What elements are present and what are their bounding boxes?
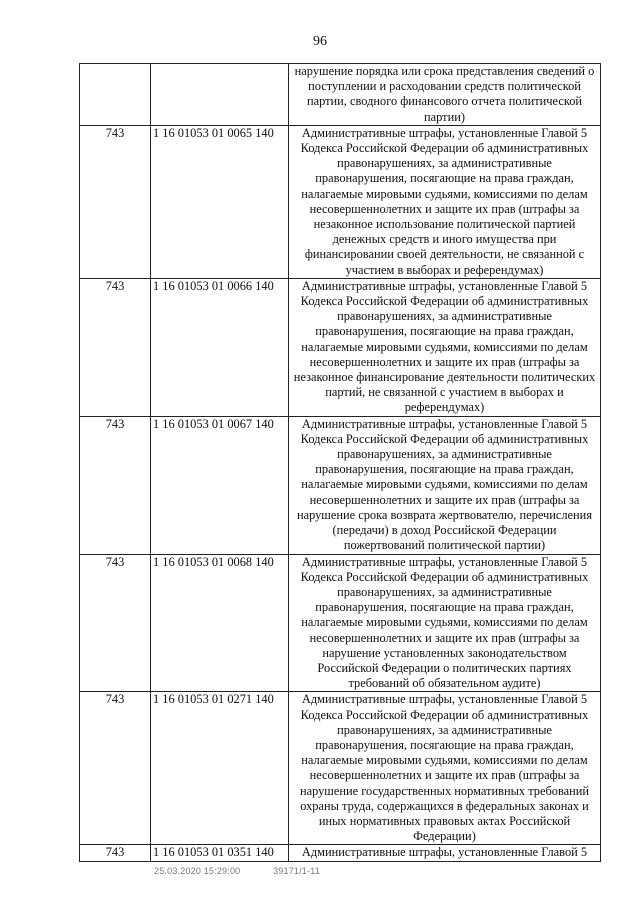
admin-code-cell: 743: [80, 845, 151, 861]
table-row: [80, 125, 601, 278]
document-footer: [154, 866, 350, 876]
description-cell: Административные штрафы, установленные Главой 5 Кодекса Российской Федерации об административных правонарушениях, за административные правонарушения, посягающие на права граждан, налагаемые мировыми судьями, комиссиями по делам несовершеннолетних и защите их прав (штрафы за нарушение установленных законодательством Российской Федерации о политических партиях требований об обязательном аудите): [289, 554, 601, 692]
description-cell: Административные штрафы, установленные Главой 5 Кодекса Российской Федерации об административных правонарушениях, за административные правонарушения, посягающие на права граждан, налагаемые мировыми судьями, комиссиями по делам несовершеннолетних и защите их прав (штрафы за нарушение государственных нормативных требований охраны труда, содержащихся в федеральных законах и иных нормативных правовых актах Российской Федерации): [289, 692, 601, 845]
table-row: [80, 692, 601, 845]
admin-code-cell: [80, 64, 151, 126]
budget-code-cell: 1 16 01053 01 0066 140: [151, 278, 289, 416]
budget-code-cell: [151, 64, 289, 126]
footer-timestamp: 25.03.2020 15:29:00: [154, 866, 241, 876]
description-cell: Административные штрафы, установленные Главой 5 Кодекса Российской Федерации об административных правонарушениях, за административные правонарушения, посягающие на права граждан, налагаемые мировыми судьями, комиссиями по делам несовершеннолетних и защите их прав (штрафы за незаконное финансирование деятельности политических партий, не связанной с участием в выборах и референдумах): [289, 278, 601, 416]
revenue-codes-table: [79, 63, 601, 862]
admin-code-cell: 743: [80, 692, 151, 845]
table-row: [80, 554, 601, 692]
description-cell: Административные штрафы, установленные Главой 5 Кодекса Российской Федерации об административных правонарушениях, за административные правонарушения, посягающие на права граждан, налагаемые мировыми судьями, комиссиями по делам несовершеннолетних и защите их прав (штрафы за незаконное использование политической партией денежных средств и иного имущества при финансировании своей деятельности, не связанной с участием в выборах и референдумах): [289, 125, 601, 278]
footer-doc-id: 39171/1-11: [273, 866, 320, 876]
admin-code-cell: 743: [80, 278, 151, 416]
budget-code-cell: 1 16 01053 01 0065 140: [151, 125, 289, 278]
description-cell: Административные штрафы, установленные Главой 5 Кодекса Российской Федерации об административных правонарушениях, за административные правонарушения, посягающие на права граждан, налагаемые мировыми судьями, комиссиями по делам несовершеннолетних и защите их прав (штрафы за нарушение срока возврата жертвователю, перечисления (передачи) в доход Российской Федерации пожертвований политической партии): [289, 416, 601, 554]
description-cell: Административные штрафы, установленные Главой 5: [289, 845, 601, 861]
admin-code-cell: 743: [80, 125, 151, 278]
budget-code-cell: 1 16 01053 01 0351 140: [151, 845, 289, 861]
admin-code-cell: 743: [80, 554, 151, 692]
budget-code-cell: 1 16 01053 01 0271 140: [151, 692, 289, 845]
budget-code-cell: 1 16 01053 01 0067 140: [151, 416, 289, 554]
budget-code-cell: 1 16 01053 01 0068 140: [151, 554, 289, 692]
table-row: [80, 845, 601, 861]
table-row: [80, 416, 601, 554]
table-row: [80, 278, 601, 416]
admin-code-cell: 743: [80, 416, 151, 554]
description-cell: нарушение порядка или срока представления сведений о поступлении и расходовании средств политической партии, сводного финансового отчета политической партии): [289, 64, 601, 126]
table-row: [80, 64, 601, 126]
page-number: 96: [313, 34, 327, 49]
